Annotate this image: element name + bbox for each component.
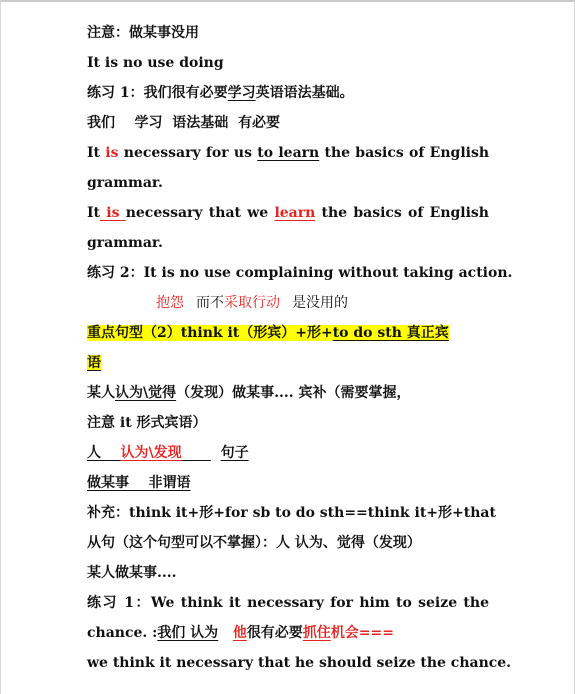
line-it-is-no-use: It is no use doing xyxy=(87,55,224,71)
line-key-pattern-2-cont: 语 xyxy=(87,355,101,371)
line-note-title: 注意：做某事没用 xyxy=(87,25,199,41)
line-exercise-2: 练习 2：It is no use complaining without taking action. xyxy=(87,265,513,281)
line-answer-1a: It is necessary for us to learn the basics of English xyxy=(87,145,490,161)
line-exercise-1b-cont: chance. :我们 认为 他很有必要抓住机会=== xyxy=(87,625,395,641)
line-supplement-cont-1: 从句（这个句型可以不掌握）：人 认为、觉得（发现） xyxy=(87,535,421,551)
line-pattern-structure-cont: 做某事 非谓语 xyxy=(87,475,191,491)
line-exercise-1b-answer: we think it necessary that he should seize the chance. xyxy=(87,655,512,671)
line-supplement-cont-2: 某人做某事.... xyxy=(87,565,177,581)
line-word-breakdown: 我们 学习 语法基础 有必要 xyxy=(87,115,280,131)
line-pattern-explanation-cont: 注意 it 形式宾语） xyxy=(87,415,207,431)
line-answer-1b: It is necessary that we learn the basics of English xyxy=(87,205,489,221)
line-exercise-1b: 练习 1：We think it necessary for him to seize the xyxy=(87,595,489,611)
page-top-border xyxy=(0,0,575,2)
line-exercise-1: 练习 1：我们很有必要学习英语语法基础。 xyxy=(87,85,354,101)
page-left-border xyxy=(0,0,1,694)
line-supplement: 补充：think it+形+for sb to do sth==think it+形+that xyxy=(87,505,496,521)
line-pattern-structure: 人 认为\发现 句子 xyxy=(87,445,249,461)
line-answer-1b-cont: grammar. xyxy=(87,235,163,251)
line-exercise-2-translation: 抱怨 而不采取行动 是没用的 xyxy=(156,295,348,311)
line-pattern-explanation: 某人认为\觉得（发现）做某事.... 宾补（需要掌握， xyxy=(87,385,411,401)
line-key-pattern-2: 重点句型（2）think it（形宾）+形+to do sth 真正宾 xyxy=(87,325,449,341)
document-body xyxy=(87,18,513,678)
line-answer-1a-cont: grammar. xyxy=(87,175,163,191)
